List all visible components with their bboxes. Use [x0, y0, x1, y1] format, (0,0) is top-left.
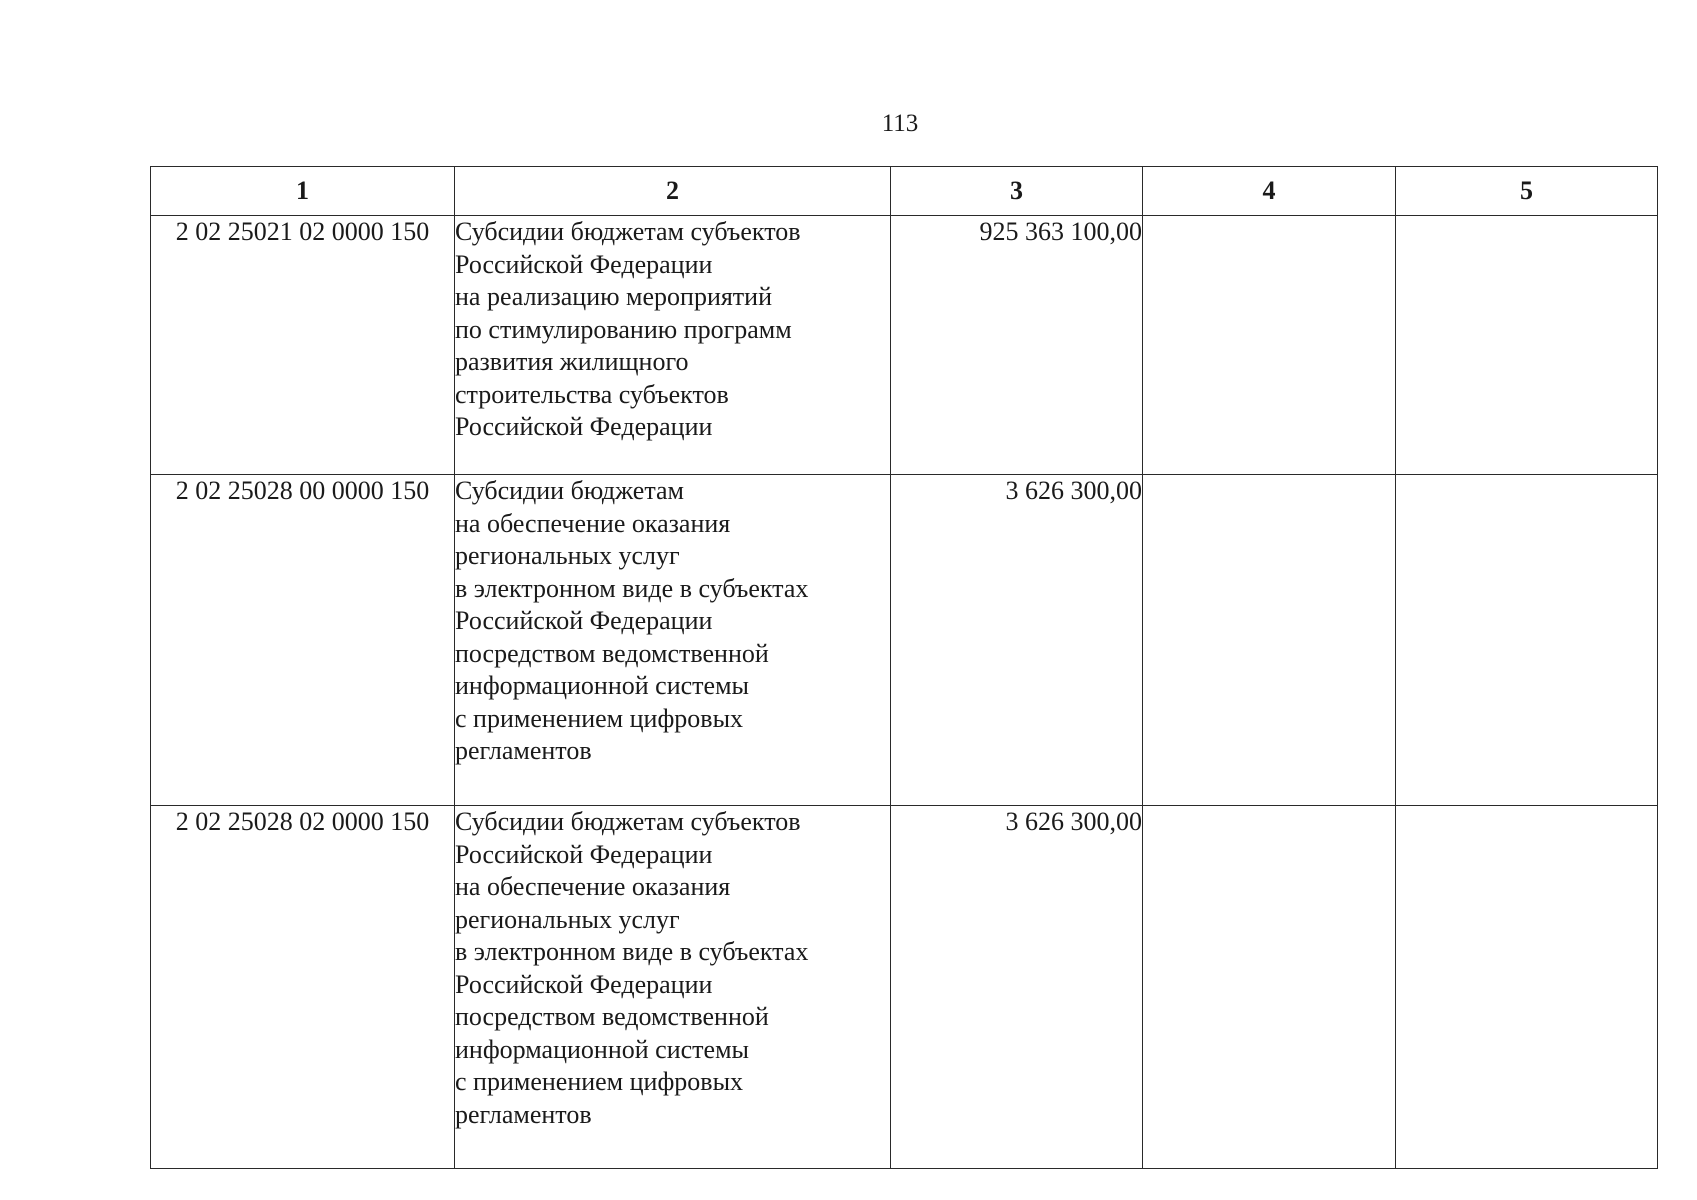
description-line: по стимулированию программ	[455, 314, 792, 344]
description-line: Субсидии бюджетам	[455, 476, 684, 505]
description-line: информационной системы	[455, 1034, 749, 1064]
description-line: развития жилищного	[455, 347, 689, 376]
amount-cell: 925 363 100,00	[891, 216, 1143, 475]
description-line: Российской Федерации	[455, 412, 713, 441]
column-5-cell	[1396, 475, 1658, 806]
description-line: строительства субъектов	[455, 379, 729, 409]
description-line: с применением цифровых	[455, 703, 744, 733]
description-line: посредством ведомственной	[455, 638, 769, 668]
description-cell	[455, 216, 891, 475]
header-col-2: 2	[455, 167, 891, 216]
budget-table	[150, 166, 1658, 1169]
amount-cell: 3 626 300,00	[891, 475, 1143, 806]
description-line: в электронном виде в субъектах	[455, 573, 809, 603]
description-line: регламентов	[455, 1099, 592, 1129]
column-5-cell	[1396, 216, 1658, 475]
column-4-cell	[1143, 216, 1396, 475]
description-line: региональных услуг	[455, 904, 680, 934]
header-col-5: 5	[1396, 167, 1658, 216]
table-header-row	[151, 167, 1658, 216]
page-number: 113	[881, 110, 919, 137]
table-row	[151, 216, 1658, 475]
table-row	[151, 475, 1658, 806]
header-col-3: 3	[891, 167, 1143, 216]
budget-code-cell: 2 02 25028 02 0000 150	[151, 806, 455, 1169]
description-line: Российской Федерации	[455, 969, 713, 999]
description-line: Субсидии бюджетам субъектов	[455, 807, 801, 836]
column-5-cell	[1396, 806, 1658, 1169]
header-col-1: 1	[151, 167, 455, 216]
description-line: региональных услуг	[455, 541, 680, 570]
description-line: Субсидии бюджетам субъектов	[455, 217, 801, 246]
description-line: посредством ведомственной	[455, 1002, 769, 1031]
description-line: Российской Федерации	[455, 839, 713, 869]
description-line: Российской Федерации	[455, 606, 713, 635]
description-line: на обеспечение оказания	[455, 508, 731, 538]
description-line: Российской Федерации	[455, 249, 713, 279]
description-line: регламентов	[455, 736, 592, 765]
column-4-cell	[1143, 475, 1396, 806]
column-4-cell	[1143, 806, 1396, 1169]
description-line: информационной системы	[455, 671, 749, 700]
budget-code-cell: 2 02 25028 00 0000 150	[151, 475, 455, 806]
header-col-4: 4	[1143, 167, 1396, 216]
description-cell	[455, 806, 891, 1169]
table-row	[151, 806, 1658, 1169]
description-line: на обеспечение оказания	[455, 872, 731, 901]
description-cell	[455, 475, 891, 806]
description-line: на реализацию мероприятий	[455, 282, 773, 311]
description-line: с применением цифровых	[455, 1067, 744, 1096]
description-line: в электронном виде в субъектах	[455, 937, 809, 966]
budget-code-cell: 2 02 25021 02 0000 150	[151, 216, 455, 475]
amount-cell: 3 626 300,00	[891, 806, 1143, 1169]
